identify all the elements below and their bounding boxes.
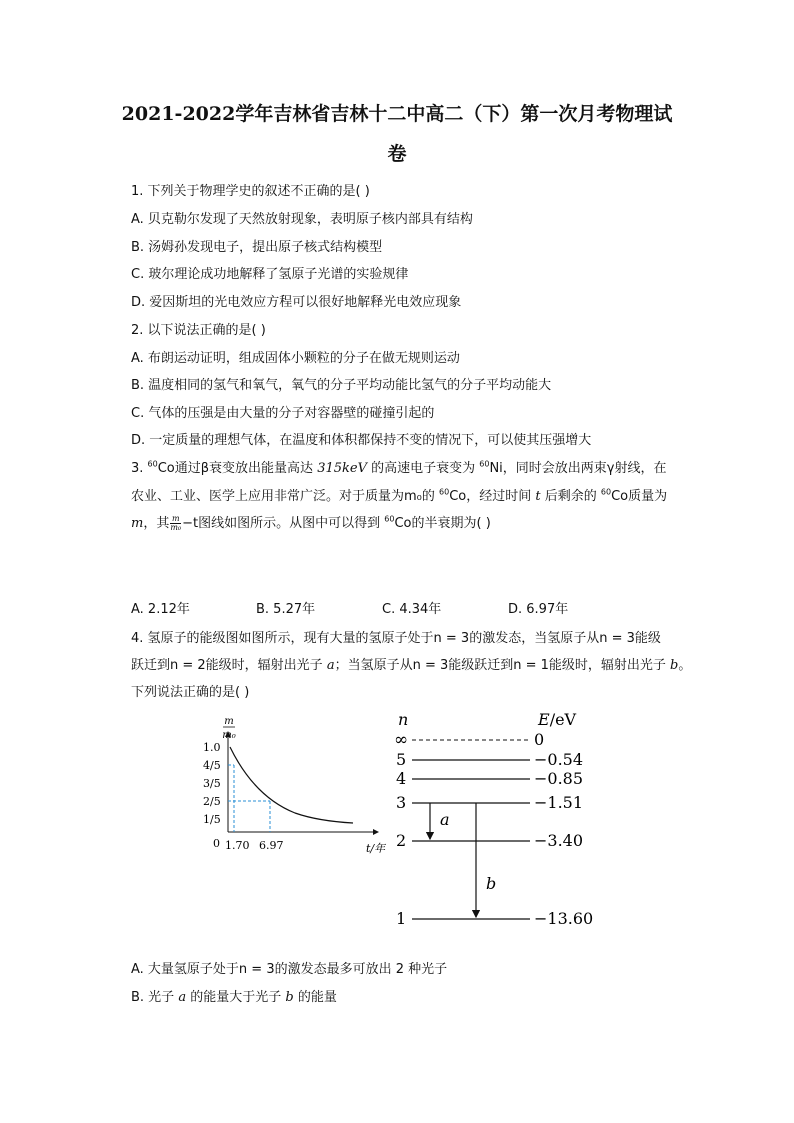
- q3-line-2: 农业、工业、医学上应用非常广泛。对于质量为m₀的 $^{60}$Co，经过时间 t 后剩余的 $^{60}$Co质量为: [131, 487, 668, 504]
- y-axis-label-num: m: [224, 716, 234, 727]
- level-e-2: −3.40: [534, 831, 584, 850]
- y-tick-1: 1.0: [203, 741, 221, 754]
- q2-option-a: A. 布朗运动证明，组成固体小颗粒的分子在做无规则运动: [131, 351, 460, 366]
- q4-option-b: B. 光子 a 的能量大于光子 b 的能量: [131, 990, 337, 1005]
- level-e-5: −0.54: [534, 750, 584, 769]
- page-title: 2021-2022学年吉林省吉林十二中高二（下）第一次月考物理试: [121, 103, 673, 125]
- q2-stem: 2. 以下说法正确的是( ): [131, 323, 266, 338]
- origin-label: 0: [213, 837, 220, 850]
- q3-option-a: A. 2.12年: [131, 602, 190, 617]
- energy-level-diagram: [390, 705, 610, 935]
- level-e-4: −0.85: [534, 769, 584, 788]
- q4-line-3: 下列说法正确的是( ): [131, 685, 250, 700]
- level-n-5: 5: [396, 750, 407, 769]
- energy-header: E/eV: [538, 710, 577, 729]
- decay-graph: [195, 710, 395, 860]
- page-title-continued: 卷: [387, 143, 407, 165]
- y-tick-1-5: 1/5: [203, 813, 221, 826]
- q2-option-d: D. 一定质量的理想气体，在温度和体积都保持不变的情况下，可以使其压强增大: [131, 433, 592, 448]
- level-n-2: 2: [396, 831, 407, 850]
- n-header: n: [398, 710, 409, 729]
- level-n-4: 4: [396, 769, 407, 788]
- x-tick-6-97: 6.97: [259, 839, 284, 852]
- photon-a-label: a: [440, 810, 450, 829]
- level-n-1: 1: [396, 909, 407, 928]
- y-tick-4-5: 4/5: [203, 759, 221, 772]
- q1-option-a: A. 贝克勒尔发现了天然放射现象，表明原子核内部具有结构: [131, 212, 473, 227]
- photon-b-label: b: [486, 874, 497, 893]
- q1-stem: 1. 下列关于物理学史的叙述不正确的是( ): [131, 184, 370, 199]
- y-tick-3-5: 3/5: [203, 777, 221, 790]
- q3-option-b: B. 5.27年: [256, 602, 316, 617]
- q4-line-1: 4. 氢原子的能级图如图所示，现有大量的氢原子处于n = 3的激发态，当氢原子从n = 3能级: [131, 631, 661, 646]
- level-e-inf: 0: [534, 730, 545, 749]
- x-axis-label: t/年: [366, 842, 386, 855]
- y-tick-2-5: 2/5: [203, 795, 221, 808]
- mass-ratio-fraction: $\frac{m}{\text{m₀}}$: [170, 514, 182, 532]
- q1-option-d: D. 爱因斯坦的光电效应方程可以很好地解释光电效应现象: [131, 295, 462, 310]
- q3-option-c: C. 4.34年: [382, 602, 442, 617]
- x-tick-1-70: 1.70: [225, 839, 250, 852]
- q3-option-d: D. 6.97年: [508, 602, 569, 617]
- q3-line-1: 3. $^{60}$Co通过β衰变放出能量高达 315keV 的高速电子衰变为 $^{60}$Ni，同时会放出两束γ射线，在: [131, 459, 667, 476]
- q4-line-2: 跃迁到n = 2能级时，辐射出光子 a；当氢原子从n = 3能级跃迁到n = 1能级时，辐射出光子 b。: [131, 658, 692, 673]
- level-n-3: 3: [396, 793, 407, 812]
- q1-option-c: C. 玻尔理论成功地解释了氢原子光谱的实验规律: [131, 267, 409, 282]
- q2-option-c: C. 气体的压强是由大量的分子对容器壁的碰撞引起的: [131, 406, 435, 421]
- q3-line-3: m，其 $\frac{m}{\text{m₀}}$ −t图线如图所示。从图中可以得到 $^{60}$Co的半衰期为( ): [131, 514, 491, 532]
- q1-option-b: B. 汤姆孙发现电子，提出原子核式结构模型: [131, 240, 383, 255]
- q2-option-b: B. 温度相同的氢气和氧气，氧气的分子平均动能比氢气的分子平均动能大: [131, 378, 552, 393]
- level-e-1: −13.60: [534, 909, 594, 928]
- q4-option-a: A. 大量氢原子处于n = 3的激发态最多可放出 2 种光子: [131, 962, 448, 977]
- level-e-3: −1.51: [534, 793, 584, 812]
- decay-curve: [230, 747, 353, 823]
- level-n-inf: ∞: [394, 730, 409, 750]
- y-axis-label-den: m₀: [222, 730, 236, 741]
